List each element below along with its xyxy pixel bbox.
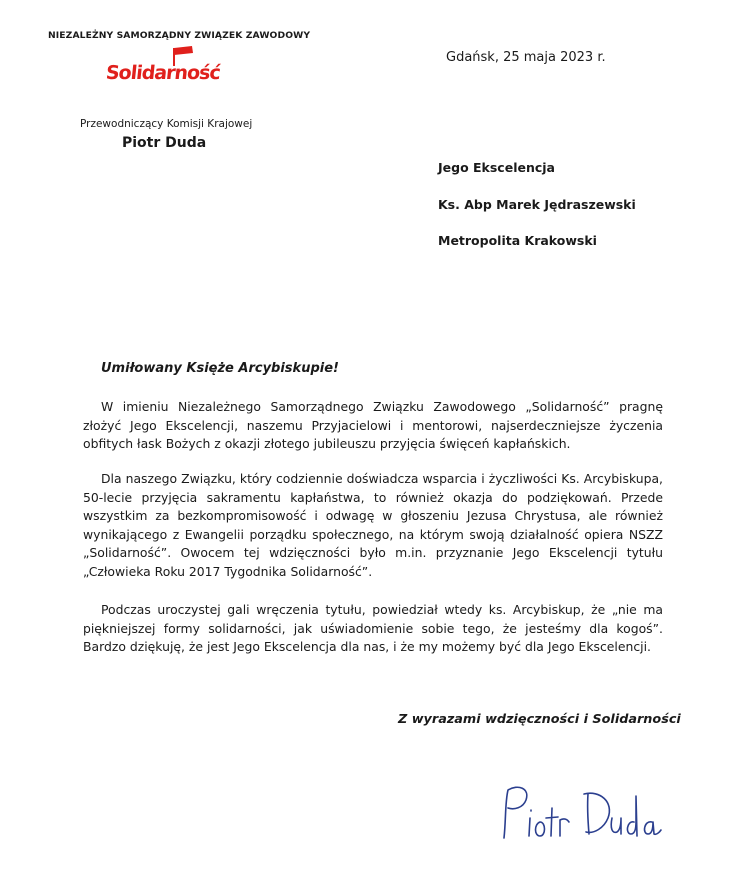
logo-wordmark: Solidarność xyxy=(104,62,221,84)
recipient-name: Ks. Abp Marek Jędraszewski xyxy=(438,197,636,212)
chair-role: Przewodniczący Komisji Krajowej xyxy=(80,118,253,130)
paragraph-3: Podczas uroczystej gali wręczenia tytułu, powiedział wtedy ks. Arcybiskup, że „nie ma piękniejszej formy solidarności, jak uświadomienie sobie tego, że jesteśmy dla kogoś”. Bardzo dziękuję, że jest Jego Ekscelencja dla nas, i że my możemy być dla Jego Ekscelencji. xyxy=(83,602,663,654)
recipient-office: Metropolita Krakowski xyxy=(438,233,597,248)
letter-date: Gdańsk, 25 maja 2023 r. xyxy=(446,50,606,65)
organization-name: NIEZALEŻNY SAMORZĄDNY ZWIĄZEK ZAWODOWY xyxy=(48,30,311,41)
closing-line: Z wyrazami wdzięczności i Solidarności xyxy=(398,712,681,727)
greeting: Umiłowany Księże Arcybiskupie! xyxy=(101,361,339,376)
paragraph-1: W imieniu Niezależnego Samorządnego Związku Zawodowego „Solidarność” pragnę złożyć Jego Ekscelencji, naszemu Przyjacielowi i mentorowi, najserdeczniejsze życzenia obfitych łask Bożych z okazji złotego jubileuszu przyjęcia święceń kapłańskich. xyxy=(83,399,663,451)
recipient-title: Jego Ekscelencja xyxy=(438,160,555,175)
paragraph-2: Dla naszego Związku, który codziennie doświadcza wsparcia i życzliwości Ks. Arcybiskupa, 50-lecie przyjęcia sakramentu kapłaństwa, to również okazja do podziękowań. Przede wszystkim za bezkompromisowość i odwagę w głoszeniu Jezusa Chrystusa, ale również wynikającego z Ewangelii porządku społecznego, na którym swoją działalność opiera NSZZ „Solidarność”. Owocem tej wdzięczności było m.in. przyznanie Jego Ekscelencji tytułu „Człowieka Roku 2017 Tygodnika Solidarność”. xyxy=(83,471,663,579)
chair-name: Piotr Duda xyxy=(122,135,207,151)
handwritten-signature xyxy=(496,780,666,850)
